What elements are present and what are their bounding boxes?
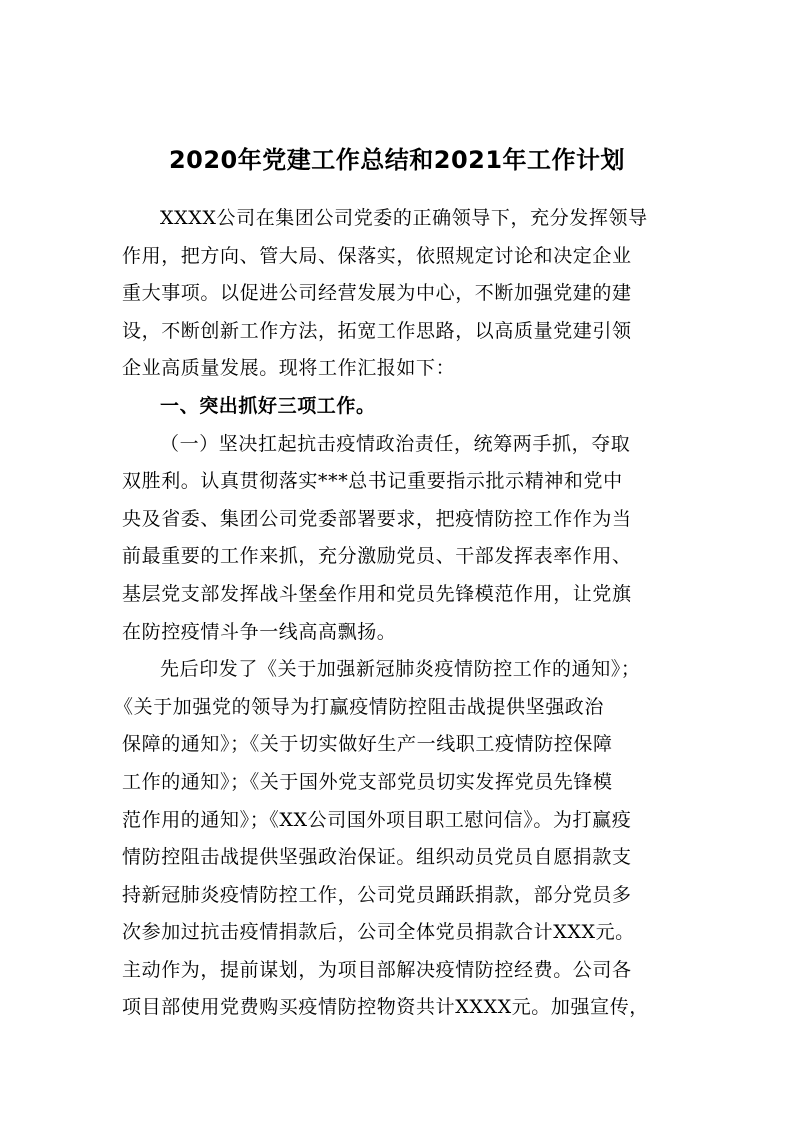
body-paragraph	[114, 651, 682, 1027]
paragraph-line: XXXX公司在集团公司党委的正确领导下，充分发挥领导	[160, 207, 648, 229]
paragraph-line: 先后印发了《关于加强新冠肺炎疫情防控工作的通知》；	[160, 658, 641, 681]
paragraph-line: 在防控疫情斗争一线高高飘扬。	[122, 620, 397, 643]
paragraph-line: 前最重要的工作来抓，充分激励党员、干部发挥表率作用、	[122, 545, 632, 568]
paragraph-line: 双胜利。认真贯彻落实***总书记重要指示批示精神和党中	[122, 470, 623, 493]
paragraph-line: 基层党支部发挥战斗堡垒作用和党员先锋模范作用，让党旗	[122, 582, 632, 605]
intro-paragraph	[122, 200, 682, 388]
paragraph-line: 保障的通知》；《关于切实做好生产一线职工疫情防控保障	[122, 733, 613, 756]
paragraph-line: 次参加过抗击疫情捐款后，公司全体党员捐款合计XXX元。	[122, 921, 635, 944]
paragraph-line: （一）坚决扛起抗击疫情政治责任，统筹两手抓，夺取	[160, 432, 631, 455]
paragraph-line: 工作的通知》；《关于国外党支部党员切实发挥党员先锋模	[122, 770, 613, 793]
paragraph-line: 情防控阻击战提供坚强政治保证。组织动员党员自愿捐款支	[122, 846, 632, 869]
paragraph-line: 重大事项。以促进公司经营发展为中心，不断加强党建的建	[122, 282, 632, 305]
paragraph-line: 范作用的通知》；《XX公司国外项目职工慰问信》。为打赢疫	[122, 808, 632, 831]
section-heading: 一、突出抓好三项工作。	[160, 394, 376, 417]
subsection-paragraph	[122, 426, 682, 652]
paragraph-line: 《关于加强党的领导为打赢疫情防控阻击战提供坚强政治	[114, 695, 605, 718]
paragraph-line: 项目部使用党费购买疫情防控物资共计XXXX元。加强宣传，	[122, 996, 649, 1019]
document-body	[114, 200, 682, 1027]
paragraph-line: 设，不断创新工作方法，拓宽工作思路，以高质量党建引领	[122, 319, 632, 342]
paragraph-line: 作用，把方向、管大局、保落实，依照规定讨论和决定企业	[122, 244, 632, 267]
paragraph-line: 央及省委、集团公司党委部署要求，把疫情防控工作作为当	[122, 507, 632, 530]
paragraph-line: 持新冠肺炎疫情防控工作，公司党员踊跃捐款，部分党员多	[122, 883, 632, 906]
document-title: 2020年党建工作总结和2021年工作计划	[168, 146, 626, 174]
paragraph-line: 企业高质量发展。现将工作汇报如下：	[122, 357, 456, 380]
paragraph-line: 主动作为，提前谋划，为项目部解决疫情防控经费。公司各	[122, 958, 632, 981]
